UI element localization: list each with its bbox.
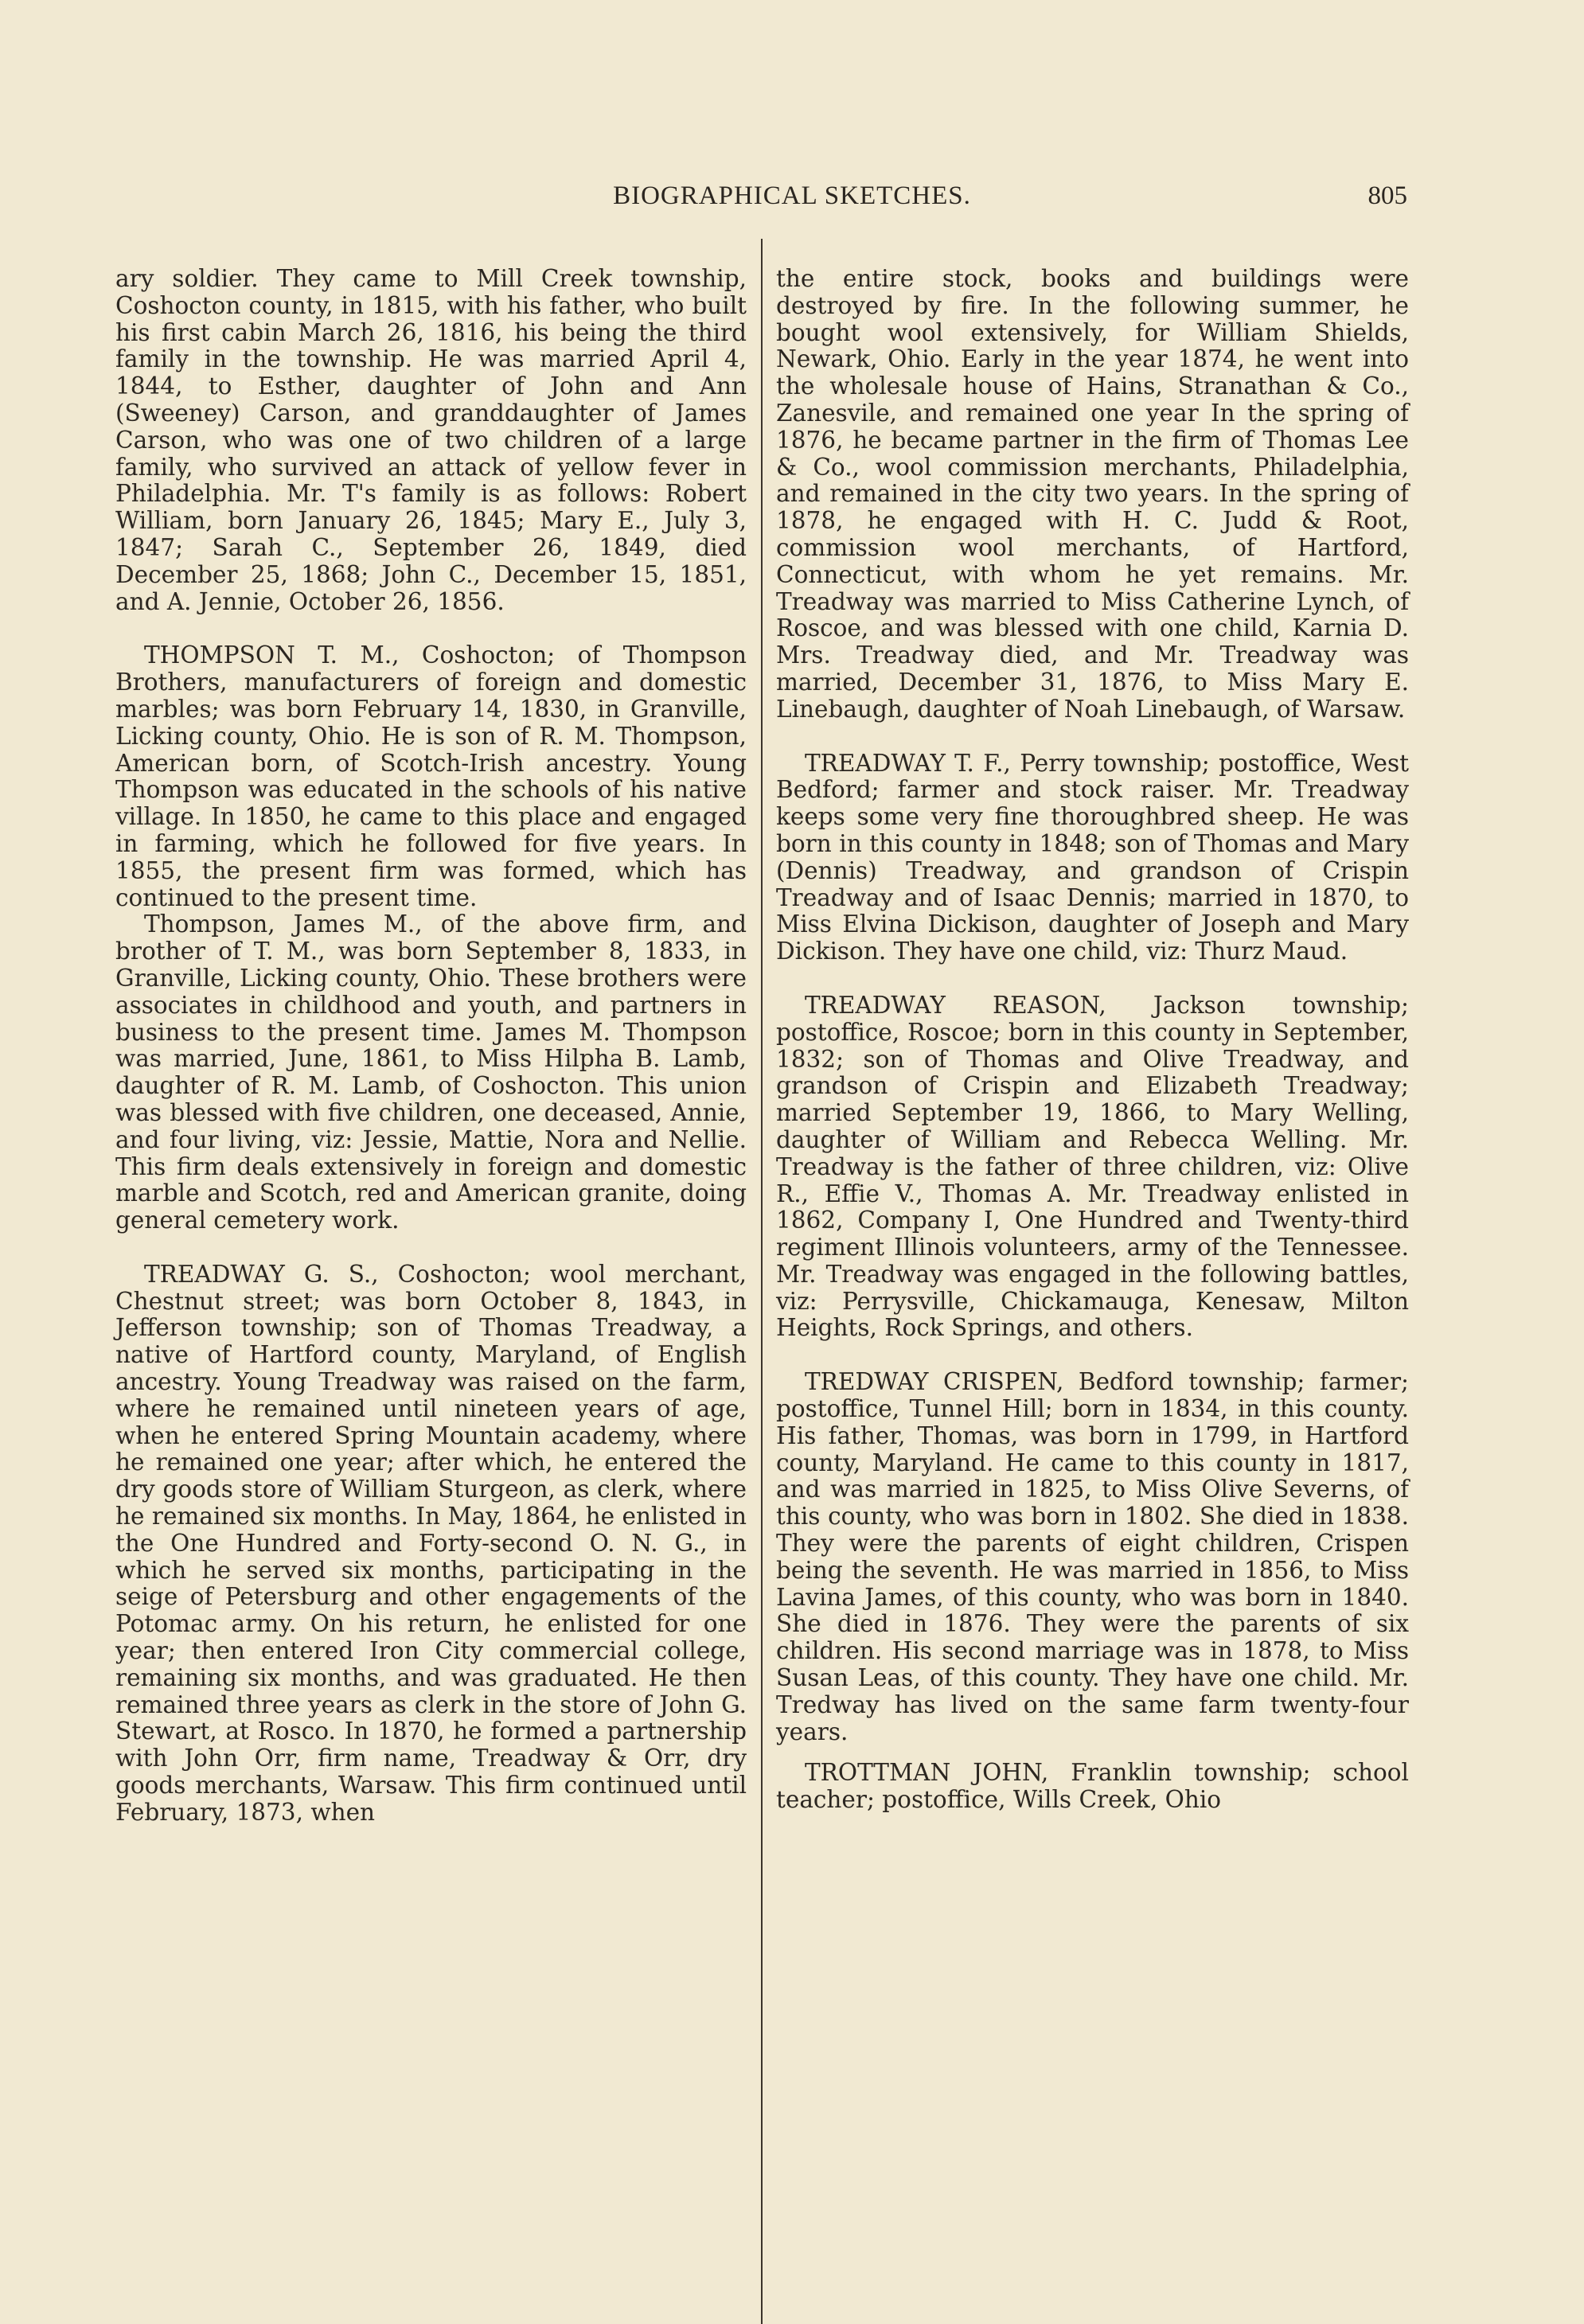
- entry-thompson-tm: THOMPSON T. M., Coshocton; of Thompson Brothers, manufacturers of foreign and domestic marbles; was born February 14, 1830, in Granville, Licking county, Ohio. He is son of R. M. Thompson, American born, of Scotch-Irish ancestry. Young Thompson was educated in the schools of his native village. In 1850, he came to this place and engaged in farming, which he followed for five years. In 1855, the present firm was formed, which has continued to the present time.: [115, 641, 747, 911]
- column-divider: [761, 239, 763, 2324]
- entry-trottman-john: TROTTMAN JOHN, Franklin township; school teacher; postoffice, Wills Creek, Ohio: [776, 1759, 1409, 1814]
- entry-treadway-reason: TREADWAY REASON, Jackson township; postoffice, Roscoe; born in this county in September, 1832; son of Thomas and Olive Treadway, and grandson of Crispin and Elizabeth Treadway; married September 19, 1866, to Mary Welling, daughter of William and Rebecca Welling. Mr. Treadway is the father of three children, viz: Olive R., Effie V., Thomas A. Mr. Treadway enlisted in 1862, Company I, One Hundred and Twenty-third regiment Illinois volunteers, army of the Tennessee. Mr. Treadway was engaged in the following battles, viz: Perrysville, Chickamauga, Kenesaw, Milton Heights, Rock Springs, and others.: [776, 991, 1409, 1342]
- right-column: [776, 266, 1409, 1814]
- page-number: 805: [1367, 181, 1407, 210]
- entry-treadway-tf: TREADWAY T. F., Perry township; postoffice, West Bedford; farmer and stock raiser. Mr. Treadway keeps some very fine thoroughbred sheep. He was born in this county in 1848; son of Thomas and Mary (Dennis) Treadway, and grandson of Crispin Treadway and of Isaac Dennis; married in 1870, to Miss Elvina Dickison, daughter of Joseph and Mary Dickison. They have one child, viz: Thurz Maud.: [776, 749, 1409, 965]
- entry-treadway-gs: TREADWAY G. S., Coshocton; wool merchant, Chestnut street; was born October 8, 1843, in Jefferson township; son of Thomas Treadway, a native of Hartford county, Maryland, of English ancestry. Young Treadway was raised on the farm, where he remained until nineteen years of age, when he entered Spring Mountain academy, where he remained one year; after which, he entered the dry goods store of William Sturgeon, as clerk, where he remained six months. In May, 1864, he enlisted in the One Hundred and Forty-second O. N. G., in which he served six months, participating in the seige of Petersburg and other engagements of the Potomac army. On his return, he enlisted for one year; then entered Iron City commercial college, remaining six months, and was graduated. He then remained three years as clerk in the store of John G. Stewart, at Rosco. In 1870, he formed a partnership with John Orr, firm name, Treadway & Orr, dry goods merchants, Warsaw. This firm continued until February, 1873, when: [115, 1260, 747, 1826]
- paragraph-continuation: ary soldier. They came to Mill Creek township, Coshocton county, in 1815, with his father, who built his first cabin March 26, 1816, his being the third family in the township. He was married April 4, 1844, to Esther, daughter of John and Ann (Sweeney) Carson, and granddaughter of James Carson, who was one of two children of a large family, who survived an attack of yellow fever in Philadelphia. Mr. T's family is as follows: Robert William, born January 26, 1845; Mary E., July 3, 1847; Sarah C., September 26, 1849, died December 25, 1868; John C., December 15, 1851, and A. Jennie, October 26, 1856.: [115, 265, 747, 615]
- entry-thompson-james: Thompson, James M., of the above firm, and brother of T. M., was born September 8, 1833, in Granville, Licking county, Ohio. These brothers were associates in childhood and youth, and partners in business to the present time. James M. Thompson was married, June, 1861, to Miss Hilpha B. Lamb, daughter of R. M. Lamb, of Coshocton. This union was blessed with five children, one deceased, Annie, and four living, viz: Jessie, Mattie, Nora and Nellie. This firm deals extensively in foreign and domestic marble and Scotch, red and American granite, doing general cemetery work.: [115, 910, 747, 1234]
- entry-tredway-crispen: TREDWAY CRISPEN, Bedford township; farmer; postoffice, Tunnel Hill; born in 1834, in this county. His father, Thomas, was born in 1799, in Hartford county, Maryland. He came to this county in 1817, and was married in 1825, to Miss Olive Severns, of this county, who was born in 1802. She died in 1838. They were the parents of eight children, Crispen being the seventh. He was married in 1856, to Miss Lavina James, of this county, who was born in 1840. She died in 1876. They were the parents of six children. His second marriage was in 1878, to Miss Susan Leas, of this county. They have one child. Mr. Tredway has lived on the same farm twenty-four years.: [776, 1368, 1409, 1745]
- paragraph-continuation: the entire stock, books and buildings were destroyed by fire. In the following summer, he bought wool extensively, for William Shields, Newark, Ohio. Early in the year 1874, he went into the wholesale house of Hains, Stranathan & Co., Zanesvile, and remained one year In the spring of 1876, he became partner in the firm of Thomas Lee & Co., wool commission merchants, Philadelphia, and remained in the city two years. In the spring of 1878, he engaged with H. C. Judd & Root, commission wool merchants, of Hartford, Connecticut, with whom he yet remains. Mr. Treadway was married to Miss Catherine Lynch, of Roscoe, and was blessed with one child, Karnia D. Mrs. Treadway died, and Mr. Treadway was married, December 31, 1876, to Miss Mary E. Linebaugh, daughter of Noah Linebaugh, of Warsaw.: [776, 265, 1409, 723]
- page-header: [0, 181, 1584, 221]
- left-column: [115, 266, 747, 1827]
- running-title: BIOGRAPHICAL SKETCHES.: [613, 181, 971, 210]
